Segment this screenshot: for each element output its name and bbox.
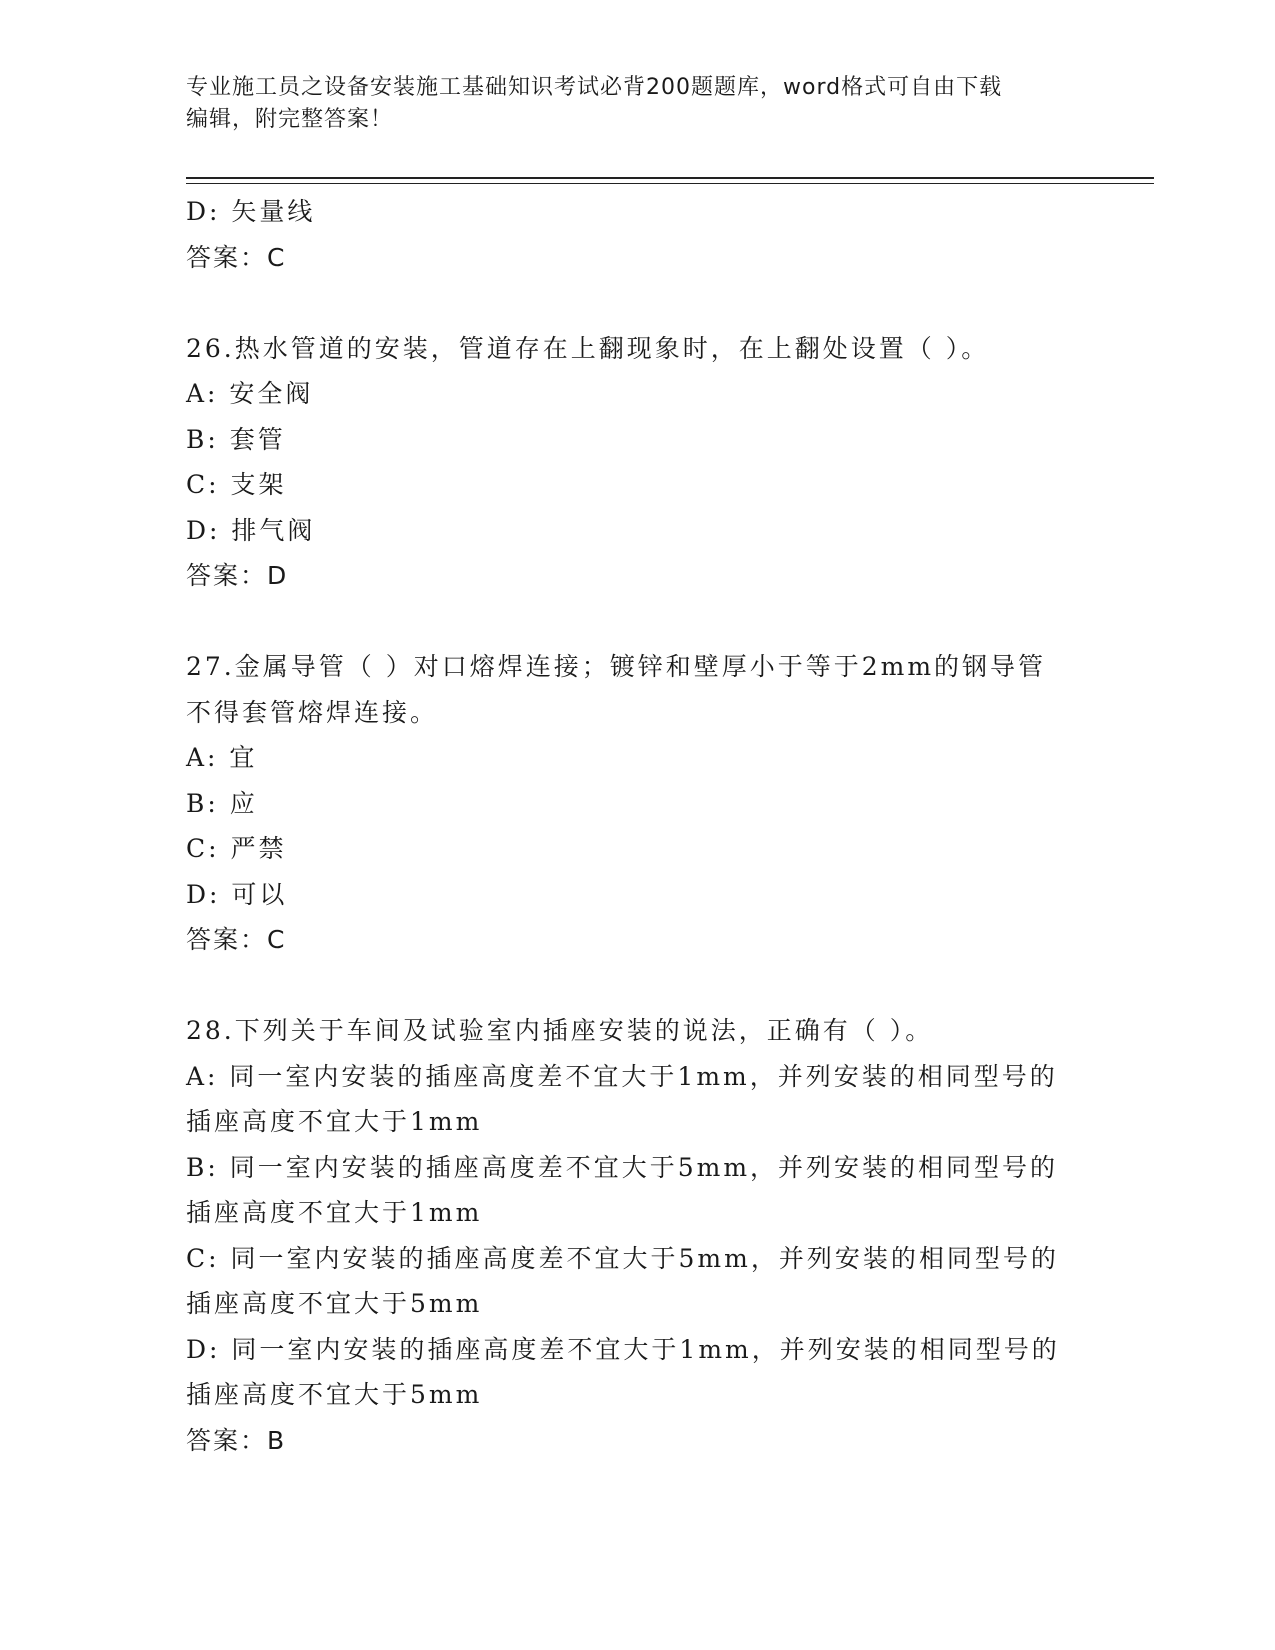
question-stem-line-2: 不得套管熔焊连接。	[186, 697, 439, 727]
option-c-line-1: C: 同一室内安装的插座高度差不宜大于5mm，并列安装的相同型号的	[186, 1243, 1059, 1273]
question-stem: 28.下列关于车间及试验室内插座安装的说法，正确有（ ）。	[186, 1016, 934, 1045]
header-divider-thin	[186, 183, 1154, 184]
option-d-line-2: 插座高度不宜大于5mm	[186, 1380, 483, 1409]
option-b-line-1: B: 同一室内安装的插座高度差不宜大于5mm，并列安装的相同型号的	[186, 1152, 1059, 1182]
option-d: D: 排气阀	[186, 515, 316, 545]
option-c: C: 支架	[186, 470, 287, 499]
question-list	[186, 189, 1086, 1463]
answer-line: 答案：C	[186, 925, 287, 954]
header-line-2: 编辑，附完整答案！	[186, 107, 394, 132]
option-d-line-1: D: 同一室内安装的插座高度差不宜大于1mm，并列安装的相同型号的	[186, 1334, 1060, 1364]
option-a-line-2: 插座高度不宜大于1mm	[186, 1107, 483, 1136]
option-b: B: 应	[186, 788, 258, 818]
option-c: C: 严禁	[186, 834, 287, 863]
spacer	[186, 280, 1086, 326]
option-a-line-1: A: 同一室内安装的插座高度差不宜大于1mm，并列安装的相同型号的	[186, 1061, 1058, 1091]
option-b: B: 套管	[186, 424, 286, 454]
question-26	[186, 326, 1086, 599]
option-a: A: 安全阀	[186, 379, 314, 408]
option-d: D: 矢量线	[186, 197, 316, 226]
question-25-tail	[186, 189, 1086, 280]
answer-line: 答案：C	[186, 242, 287, 272]
option-a: A: 宜	[186, 743, 258, 772]
question-28	[186, 1008, 1086, 1463]
option-c-line-2: 插座高度不宜大于5mm	[186, 1289, 483, 1318]
header-divider-thick	[186, 177, 1154, 179]
option-d: D: 可以	[186, 879, 288, 909]
answer-line: 答案：B	[186, 1425, 287, 1455]
question-stem-line-1: 27.金属导管（ ）对口熔焊连接；镀锌和壁厚小于等于2mm的钢导管	[186, 652, 1047, 681]
document-header	[186, 72, 1066, 136]
option-b-line-2: 插座高度不宜大于1mm	[186, 1198, 483, 1227]
spacer	[186, 963, 1086, 1009]
question-27	[186, 644, 1086, 963]
spacer	[186, 599, 1086, 645]
header-line-1: 专业施工员之设备安装施工基础知识考试必背200题题库，word格式可自由下载	[186, 75, 1003, 100]
question-stem: 26.热水管道的安装，管道存在上翻现象时，在上翻处设置（ ）。	[186, 333, 990, 363]
answer-line: 答案：D	[186, 561, 289, 590]
